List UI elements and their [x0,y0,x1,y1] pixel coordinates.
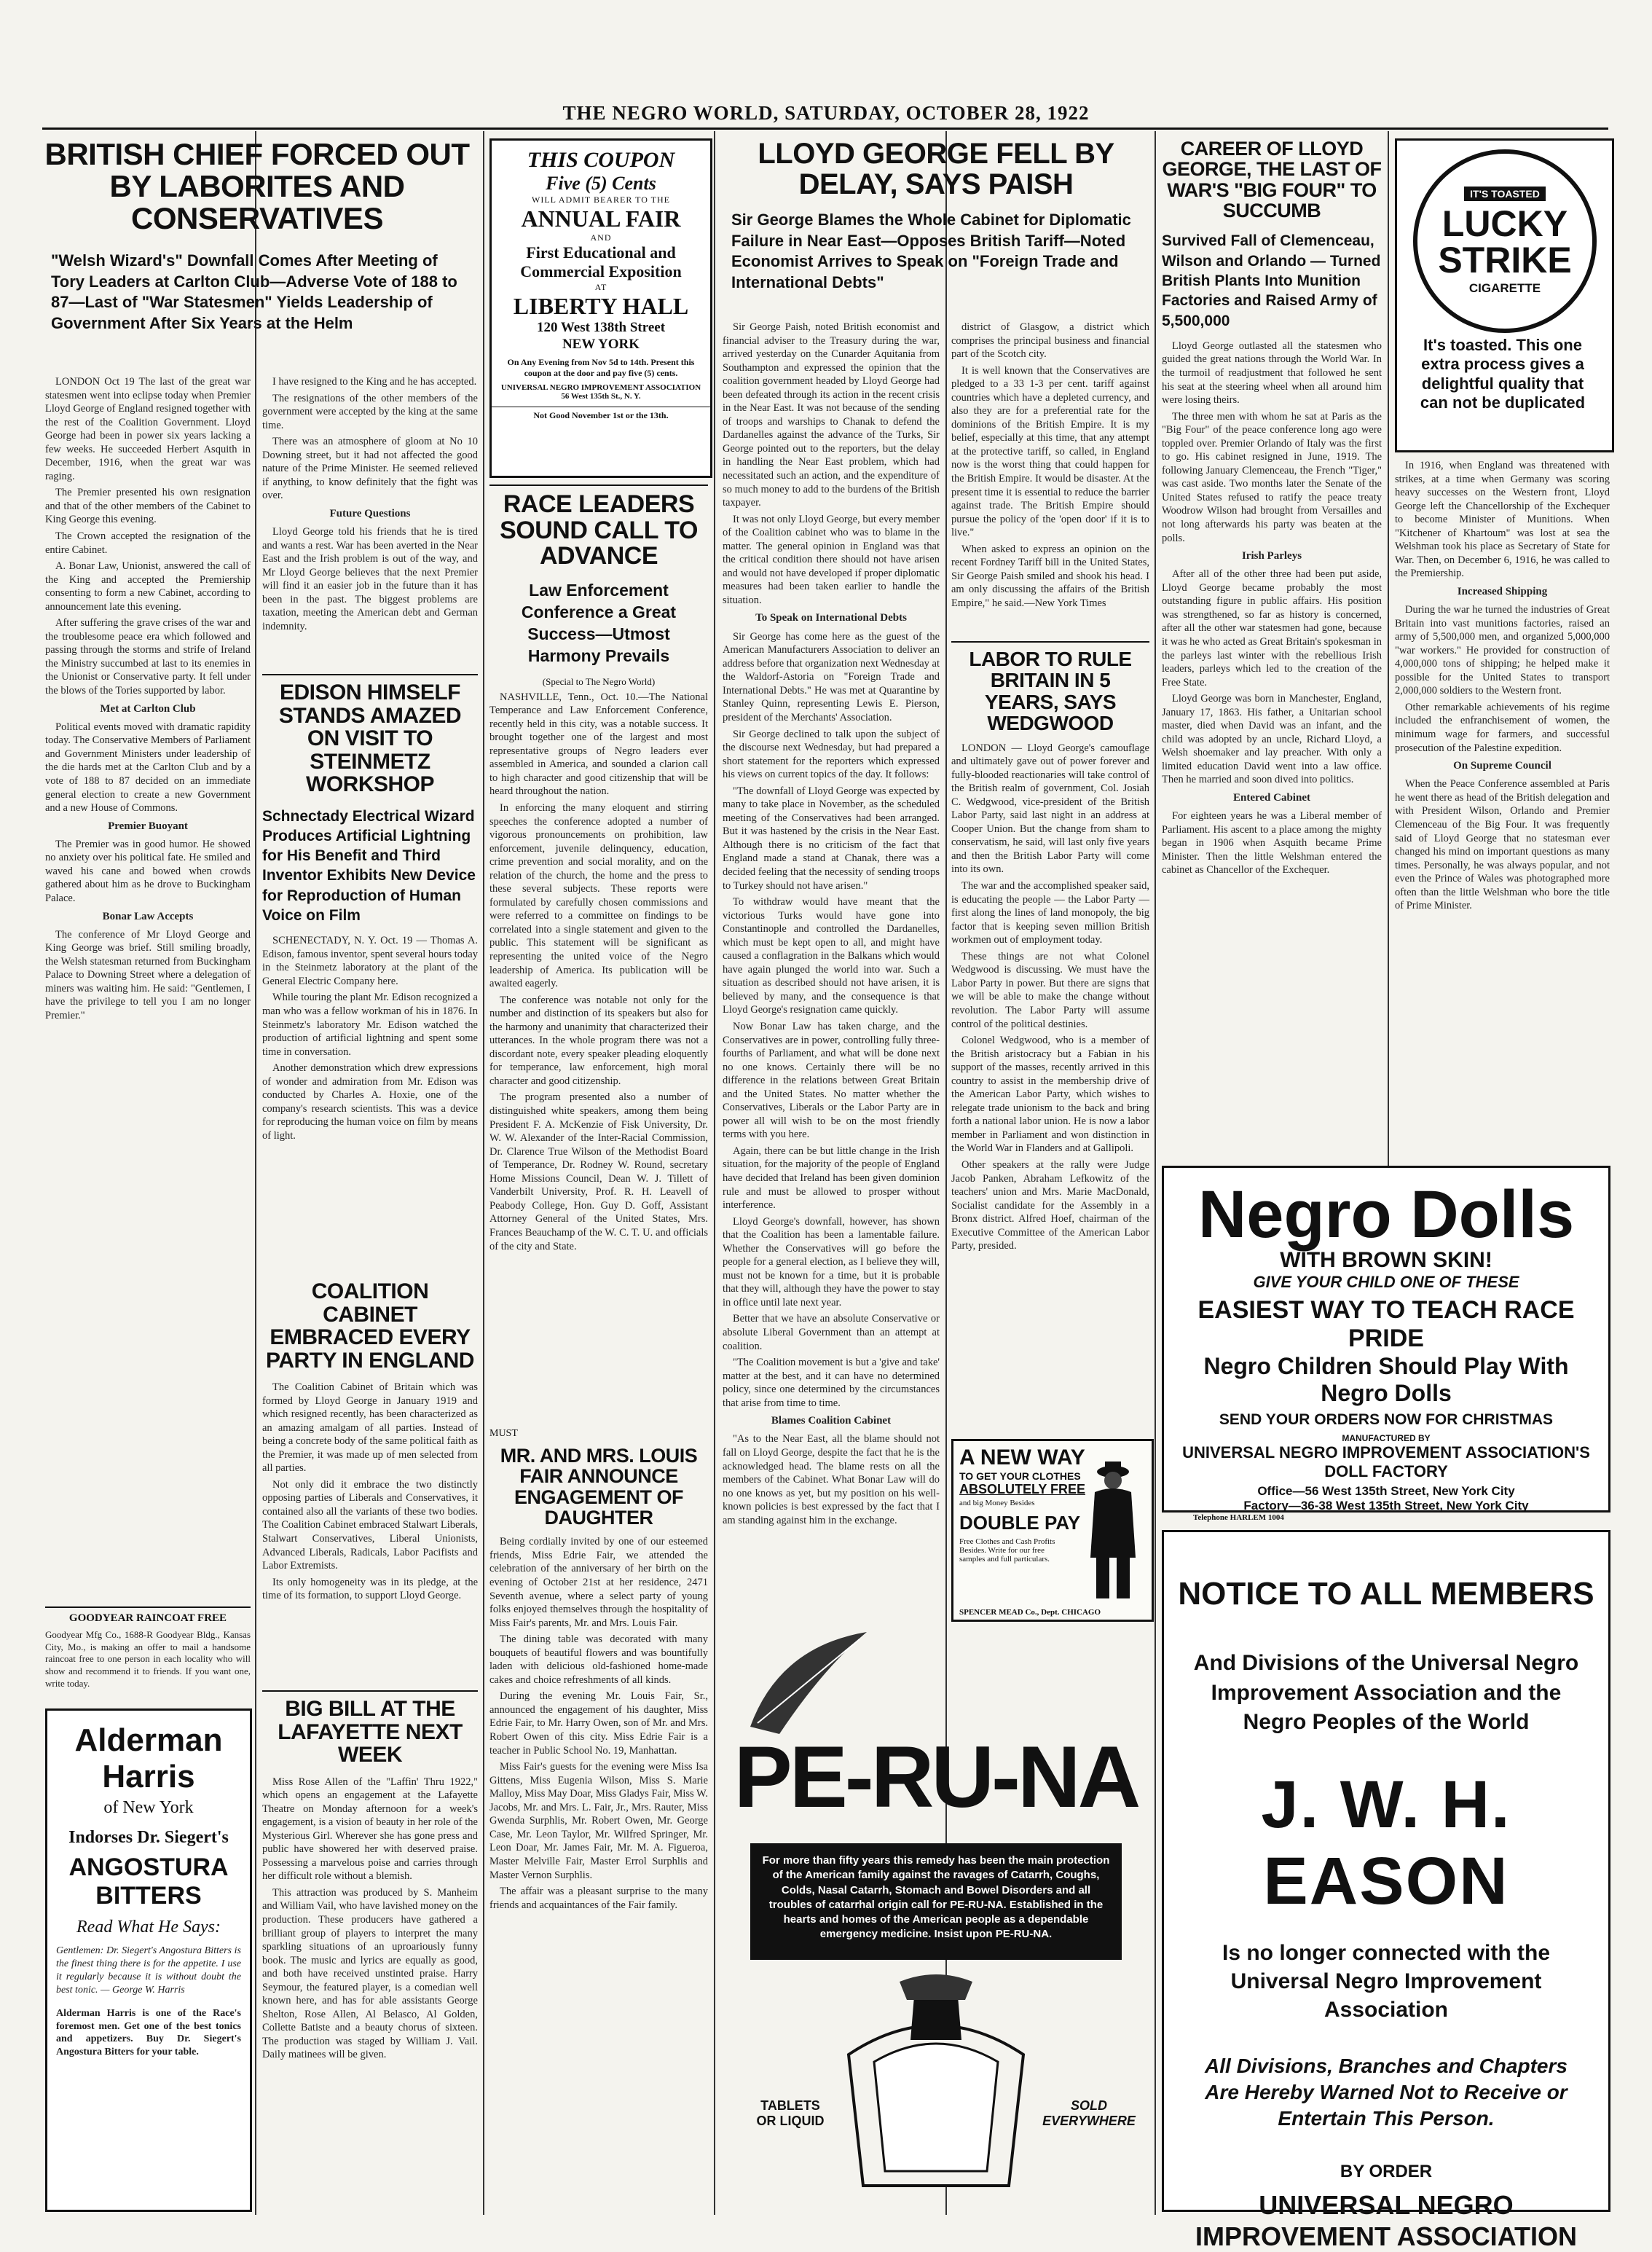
race-leaders-headline: RACE LEADERS SOUND CALL TO ADVANCE [500,490,698,570]
paragraph: The conference was notable not only for the number and distinction of its speakers but also for the harmony and unanimity that characterized their utterances. In the whole program there was not a discordant note, every speaker pleading eloquently for temperance, law enforcement, high moral character and good citizenship. [489,994,708,1087]
paragraph: For eighteen years he was a Liberal member of Parliament. His ascent to a place among the mighty began in 1906 when Asquith became Prime Minister. Then the little Welshman entered the cabinet as Chancellor of the Exchequer. [1162,810,1382,876]
column-rule [1388,131,1389,1173]
paragraph: While touring the plant Mr. Edison recognized a man who was a fellow workman of his in 1876. In Steinmetz's laboratory Mr. Edison watched the production of artificial lightning and spent some time in conversation. [262,992,478,1058]
coalition-headline: COALITION CABINET EMBRACED EVERY PARTY IN ENGLAND [266,1279,474,1373]
column-rule [255,131,256,2215]
notice-by-order: BY ORDER [1340,2161,1433,2181]
paragraph: Not only did it embrace the two distinctly opposing parties of Liberals and Conservatives, it contained also all the variants of these two bodies. The Coalition Cabinet embraced Stalwart Liberals, Stalwart Conservatives, Liberal Unionists, Advanced Liberals, Radicals, Labor Pacifists and Labor Extremists. [262,1478,478,1572]
career-article [1162,138,1382,1155]
paragraph: When the Peace Conference assembled at Paris he went there as head of the British delegation and with President Wilson, Orlando and Premier Clemenceau of the Big Four. It was frequently said of Lloyd George that no statesman ever changed his mind on important questions as many times. Personally, he was always popular, and not even the Prince of Wales was photographed more often than the little Welshman who bore the title of Prime Minister. [1395,778,1610,912]
dolls-race-pride: EASIEST WAY TO TEACH RACE PRIDE [1197,1296,1575,1352]
new-way-title: A NEW WAY [959,1445,1085,1470]
paragraph: It is well known that the Conservatives are pledged to a 33 1-3 per cent. tariff against countries which have a depleted currency, and also they are for a preferential rate for the dominions of the British Empire. It is my belief, especially at this time, that any attempt at the protective tariff, so called, in England now is the worst thing that could happen for the British Empire. It would be disaster. At the present time it is essential to reduce the barrier against trade. The British Empire should pursue the policy of the 'open door' if it is to live." [951,364,1149,539]
paragraph: The war and the accomplished speaker said, is educating the people — the Labor Party — first along the lines of land monopoly, the big factor that is keeping seven million British workmen out of employment today. [951,880,1149,946]
subhead: To Speak on International Debts [755,612,907,624]
paragraph: LONDON Oct 19 The last of the great war statesmen went into eclipse today when Premier Lloyd George of England resigned together with the rest of the Coalition Government. Lloyd George had been in power six years lacking a few weeks. He succeeded Herbert Asquith in December, 1916, when the great war was raging. [45,376,251,482]
of-new-york: of New York [103,1798,194,1817]
notice-no-longer: Is no longer connected with the Universal Negro Improvement Association [1222,1940,1551,2022]
big-bill-article [262,1690,478,2218]
paragraph: NASHVILLE, Tenn., Oct. 10.—The National Temperance and Law Enforcement Conference, recently held in this city, was a notable success. It brought together one of the largest and most representative groups of Negro leaders ever assembled in America, and sounded a clarion call to high character and good citizenship that will be heard throughout the nation. [489,691,708,798]
career-headline: CAREER OF LLOYD GEORGE, THE LAST OF WAR'S "BIG FOUR" TO SUCCUMB [1162,138,1382,222]
paish-body [723,321,940,1778]
coupon-fair: ANNUAL FAIR [521,205,681,232]
peruna-text-box [750,1843,1122,1960]
notice-warned: All Divisions, Branches and Chapters Are Hereby Warned Not to Receive or Entertain This Person. [1205,2054,1568,2130]
dolls-factory-name: UNIVERSAL NEGRO IMPROVEMENT ASSOCIATION'S DOLL FACTORY [1182,1443,1590,1480]
peruna-text: For more than fifty years this remedy has been the main protection of the American family against the ravages of Catarrh, Coughs, Colds, Nasal Catarrh, Stomach and Bowel Disorders and all troubles of catarrhal origin call for PE-RU-NA. Established in the hearts and homes of the American people as a dependable emergency medicine. Insist upon PE-RU-NA. [762,1854,1110,1941]
notice-association: UNIVERSAL NEGRO IMPROVEMENT ASSOCIATION [1195,2189,1578,2251]
raincoat-text: Goodyear Mfg Co., 1688-R Goodyear Bldg., Kansas City, Mo., is making an offer to mail a handsome raincoat free to one person in each locality who will show and recommend it to friends. If you want one, write today. [45,1629,251,1689]
column-2-top [262,375,478,670]
lucky-strike-ad [1395,138,1614,452]
career-continued [1395,459,1610,1158]
column-rule [483,131,484,2215]
coupon-title: THIS COUPON [527,148,675,172]
coupon-hall: LIBERTY HALL [513,292,689,319]
coupon-dates: On Any Evening from Nov 5d to 14th. Present this coupon at the door and pay five (5) cents. [507,357,695,379]
race-must: MUST [489,1428,518,1439]
paragraph: Political events moved with dramatic rapidity today. The Conservative Members of Parliament and Government Ministers under leadership of the die hards met at the Carlton Club and by a vote of 188 to 87 decided on an immediate general election to create a new Government and a new House of Commons. [45,721,251,815]
paragraph: SCHENECTADY, N. Y. Oct. 19 — Thomas A. Edison, famous inventor, spent several hours today in the Steinmetz laboratory at the plant of the General Electric Company here. [262,935,478,987]
paragraph: The program presented also a number of distinguished white speakers, among them being President F. A. McKenzie of Fisk University, Dr. W. W. Alexander of the Inter-Racial Commission, Dr. Clarence True Wilson of the Methodist Board of Temperance, Dr. Rodney W. Round, secretary Home Missions Council, Dean W. J. Tillett of Vanderbilt University, Prof. R. H. Leavell of Peabody College, Hon. Guy D. Goff, Assistant Attorney General of the United States, Mrs. Frances Beauchamp of the W. C. T. U. and officials of the city and State. [489,1091,708,1252]
paragraph: Lloyd George was born in Manchester, England, January 17, 1863. His father, a Unitarian school master, died when David was an infant, and the child was adopted by an uncle, Richard Lloyd, a Welsh shoemaker and lay preacher. With only a limited education David went into a law office. Then he married and soon dived into politics. [1162,693,1382,786]
new-way-double-pay: DOUBLE PAY [959,1512,1081,1534]
paish-continued [951,321,1149,634]
subhead: Future Questions [329,507,411,519]
british-chief-deck-box [51,240,473,350]
paragraph: The dining table was decorated with many bouquets of beautiful flowers and was bountifully laden with delicious old-fashioned home-made cakes and choice refreshments of all kinds. [489,1633,708,1686]
paragraph: Being cordially invited by one of our esteemed friends, Miss Edrie Fair, we attended the celebration of the anniversary of her birth on the evening of October 21st at her residence, 2471 Seventh avenue, where a select party of young folks enjoyed themselves through the hospitality of Miss Fair's parents, Mr. and Mrs. Louis Fair. [489,1536,708,1629]
paragraph: Colonel Wedgwood, who is a member of the British aristocracy but a Fabian in his support of the masses, recently arrived in this country to assist in the membership drive of the American Labor Party, which wishes to relegate trade unionism to the back and bring forth a national labor union. He is now a labor member in Parliament and won distinction in the World War in Flanders and at Gallipoli. [951,1035,1149,1155]
paish-deck: Sir George Blames the Whole Cabinet for Diplomatic Failure in Near East—Opposes British Tariff—Noted Economist Arrives to Speak on "Foreign Trade and International Debts" [731,211,1131,291]
masthead: THE NEGRO WORLD, SATURDAY, OCTOBER 28, 1922 [562,102,1090,124]
paragraph: Lloyd George told his friends that he is tired and wants a rest. War has been averted in the Near East and the Irish problem is out of the way, and Mr Lloyd George believes that the next Premier will find it an easier job in the future than it has been in the past. The biggest problems are taxation, meeting the American debt and German indemnity. [262,526,478,632]
notice-name: J. W. H. EASON [1261,1767,1511,1918]
bottle-illustration [834,1967,1038,2186]
paragraph: Sir George has come here as the guest of the American Manufacturers Association to deliver an address before that organization next Wednesday at the Waldorf-Astoria on "Foreign Trade and International Debts." He was met at Quarantine by Stanley Quinn, representing Lewis E. Pierson, president of the Merchants' Association. [723,630,940,723]
paragraph: LONDON — Lloyd George's camouflage and ultimately gave out of power forever and fully-blooded reactionaries will take control of the British realm of government, Col. Josiah C. Wedgwood, vice-president of the British Labor Party, said last night in an address at Cooper Union. But the change from sham to conservatism, he said, will last only five years and then the British Labor Party will come into its own. [951,742,1149,876]
column-rule [714,131,715,2215]
coupon-and: AND [590,232,612,243]
race-leaders-article [489,484,708,1428]
paragraph: The Coalition Cabinet of Britain which was formed by Lloyd George in January 1919 and which resigned recently, has been characterized as an amazing amalgam of all parties. Instead of being a concrete body of the same political faith as the Premier, it was made up of men selected from all parties. [262,1381,478,1475]
paragraph: Lloyd George's downfall, however, has shown that the Coalition has been a lamentable failure. Whether the Conservatives will go before the people for a general election, as I believe they will, must not be known for a time, but it is probable that they will, although they have the power to stay in office until late next year. [723,1215,940,1309]
paragraph: This attraction was produced by S. Manheim and William Vail, who have lavished money on the production. These producers have gathered a brilliant group of players to interpret the many sparkling situations of an uproariously funny book. The music and lyrics are equally as good, and both have received unstinted praise. Harry Seymour, the featured player, is a comedian well known here, and has for able assistants George Shelton, Rose Allen, Al Belasco, Al Golden, Collette Batiste and a beauty chorus of sixteen. The production was staged by William J. Vail. Daily matinees will be given. [262,1886,478,2061]
paragraph: In enforcing the many eloquent and stirring speeches the conference adopted a number of vigorous pronouncements on prohibition, law enforcement, juvenile delinquency, education, crime prevention and social morality, and on the relation of the church, the home and the press to these several subjects. These reports were formulated by carefully chosen commissions and were referred to a committee on findings to be correlated into a single statement and given to the public. This statement will be significant as representing the united voice of the Negro leadership of America. Its publication will be awaited eagerly. [489,802,708,990]
lucky-strike-logo [1413,149,1597,333]
new-way-ad [951,1439,1154,1622]
subhead: On Supreme Council [1453,760,1551,772]
new-way-text: Free Clothes and Cash Profits Besides. Write for our free samples and full particulars. [959,1537,1055,1564]
coalition-article [262,1271,478,1679]
coupon-box [489,138,712,478]
lucky-tagline: It's toasted. This one extra process gives a delightful quality that can not be duplicated [1420,336,1586,412]
paragraph: Now Bonar Law has taken charge, and the Conservatives are in power, controlling fully three-fourths of Parliament, and what will be done next no one knows. Certainly there will be no difference in the relations between Great Britain and the United States. No matter whether the Conservatives, Liberals or the Labor Party are in power all will wish to be on the most friendly terms with you here. [723,1020,940,1141]
dolls-should-play: Negro Children Should Play With Negro Dolls [1203,1353,1569,1406]
coupon-price: Five (5) Cents [546,173,656,194]
paragraph: Sir George Paish, noted British economist and financial adviser to the Treasury during the war, arrived yesterday on the Cunarder Aquitania from Southampton and expressed the opinion that the coalition government headed by Lloyd George had been defeated through its action in the recent crisis in the Near East. It was not because of the sending of troops and warships to Chanak to defend the Dardanelles against the advance of the Turks, Sir George pointed out to the reporters, but the delay in handling the Near East problem, which had necessitated such an action, and the expenditure of so much money to add to the burdens of the British taxpayer. [723,321,940,509]
paragraph: Lloyd George outlasted all the statesmen who guided the great nations through the World War. In the turmoil of readjustment that followed he sent his seat at the steering wheel when all around him were losing theirs. [1162,340,1382,407]
louis-fair-article [489,1428,708,2211]
paragraph: To withdraw would have meant that the victorious Turks would have gone into Constantinople and controlled the Dardanelles, which must be kept open to all, and might have caused a conflagration in the Balkans which would have again plunged the world into war. Such a situation as described should not have arisen, it is believed by many, and the consequence is that Lloyd George's resignation came quickly. [723,896,940,1016]
paragraph: These things are not what Colonel Wedgwood is discussing. We must have the Labor Party in power. But there are signs that we will be able to make the change without revolution. The Labor Party will assume control of the political destinies. [951,950,1149,1030]
angostura-ad [45,1708,252,2212]
big-bill-headline: BIG BILL AT THE LAFAYETTE NEXT WEEK [278,1697,463,1767]
strike-word: STRIKE [1438,240,1572,280]
peruna-right-label: SOLD EVERYWHERE [1042,2098,1136,2128]
peruna-title: PE-RU-NA [733,1728,1138,1826]
dolls-title: Negro Dolls [1197,1177,1575,1252]
paragraph: "The downfall of Lloyd George was expected by many to take place in November, as the scheduled meeting of the Conservatives had been arranged. But it was hastened by the crisis in the Near East. Although there is no criticism of the fact that England made a stand at Chanak, there was a decided feeling that the necessity of sending troops to Turkey should not have arisen." [723,785,940,892]
new-way-company: SPENCER MEAD Co., Dept. CHICAGO [959,1608,1101,1617]
edison-headline: EDISON HIMSELF STANDS AMAZED ON VISIT TO STEINMETZ WORKSHOP [278,680,462,796]
paragraph: In 1916, when England was threatened with strikes, at a time when Germany was scoring heavy successes on the Western front, Lloyd George left the Chancellorship of the Exchequer to become Minister of Munitions. When "Kitchener of Khartoum" was lost at sea the Welshman took his place as Secretary of State for War. Then, on December 6, 1916, he was called to the Premiership. [1395,460,1610,580]
headline-british-chief: BRITISH CHIEF FORCED OUT BY LABORITES AND CONSERVATIVES [44,137,470,236]
coupon-unia: UNIVERSAL NEGRO IMPROVEMENT ASSOCIATION 56 West 135th St., N. Y. [500,383,701,401]
new-way-sub: TO GET YOUR CLOTHES [959,1470,1081,1482]
alderman-quote: Gentlemen: Dr. Siegert's Angostura Bitters is the finest thing there is for the appetite. I use it regularly because it is without doubt the best tonic. — George W. Harris [56,1945,241,1996]
subhead: Met at Carlton Club [100,702,196,715]
subhead: Premier Buoyant [108,820,188,832]
alderman-note: Alderman Harris is one of the Race's foremost men. Get one of the best tonics and appetizers. Buy Dr. Siegert's Angostura Bitters for your table. [56,2007,241,2058]
british-chief-body [45,375,251,1570]
notice-divisions: And Divisions of the Universal Negro Improvement Association and the Negro Peoples of the World [1193,1651,1579,1734]
dolls-office: Office—56 West 135th Street, New York City [1257,1484,1515,1498]
paragraph: "As to the Near East, all the blame should not fall on Lloyd George, despite the fact that he is the acknowledged head. The blame rests on all the members of the Cabinet. What Bonar Law will do no one knows as yet, but my position on his well-known policies is best expressed by the fact that I am standing against him in the exchange. [723,1433,940,1526]
angostura-line: ANGOSTURA [68,1853,229,1881]
paragraph: Another demonstration which drew expressions of wonder and admiration from Mr. Edison was conducted by Charles A. Hoxie, one of the company's research scientists. This was a device for reproducing the human voice on film by means of light. [262,1062,478,1142]
paragraph: The resignations of the other members of the government were accepted by the king at the same time. [262,392,478,431]
raincoat-title: GOODYEAR RAINCOAT FREE [68,1612,227,1624]
british-chief-deck: "Welsh Wizard's" Downfall Comes After Meeting of Tory Leaders at Carlton Club—Adverse Vote of 188 to 87—Last of "War Statesmen" Yields Leadership of Government After Six Years at the Helm [51,251,457,332]
feather-illustration [736,1625,881,1741]
dolls-factory: Factory—36-38 West 135th Street, New York City [1243,1499,1529,1513]
paragraph: The conference of Mr Lloyd George and King George was brief. Still smiling broadly, the Welsh statesman returned from Buckingham Palace to Downing Street where a delegation of miners was waiting him. He said: "Gentlemen, I have the privilege to tell you I am no longer Premier." [45,928,251,1021]
paragraph: Its only homogeneity was in its pledge, at the time of its formation, to support Lloyd George. [262,1576,478,1602]
paragraph: After all of the other three had been put aside, Lloyd George became probably the most outstanding figure in public affairs. His position was strengthened, so far as history is concerned, after all the other war statesmen had gone, because it was he who acted as Great Britain's spokesman in the parleys last winter with the rebellious Irish leaders, parleys which led to the creation of the Free State. [1162,568,1382,688]
paragraph: There was an atmosphere of gloom at No 10 Downing street, but it had not affected the good nature of the Prime Minister. He seemed relieved if anything, to know definitely that the fight was over. [262,436,478,502]
coupon-admit: WILL ADMIT BEARER TO THE [532,195,670,205]
paragraph: "The Coalition movement is but a 'give and take' matter at the best, and it can have no determined policy, since one determined by the circumstances that arise from time to time. [723,1357,940,1409]
new-way-money: and big Money Besides [959,1499,1035,1507]
peruna-left-label: TABLETS OR LIQUID [756,2098,825,2128]
paragraph: district of Glasgow, a district which comprises the principal business and financial part of the Scotch city. [951,321,1149,361]
paragraph: The Premier presented his own resignation and that of the other members of the Cabinet to King George this evening. [45,487,251,526]
paragraph: Sir George declined to talk upon the subject of the discourse next Wednesday, but had prepared a short statement for the reporters which expressed his views on current topics of the day. It follows: [723,728,940,781]
subhead: Blames Coalition Cabinet [771,1415,892,1427]
paish-headline: LLOYD GEORGE FELL BY DELAY, SAYS PAISH [758,138,1114,200]
cigarette-word: CIGARETTE [1468,281,1541,295]
subhead: Irish Parleys [1241,550,1302,562]
paragraph: Other speakers at the rally were Judge Jacob Panken, Abraham Lefkowitz of the teachers' union and Mrs. Marie MacDonald, Socialist candidate for the Assembly in a Bronx district. Alfred Hoef, chairman of the Executive Committee of the American Labor Party, presided. [951,1158,1149,1252]
career-deck: Survived Fall of Clemenceau, Wilson and Orlando — Turned British Plants Into Munition Factories and Raised Army of 5,500,000 [1162,232,1381,329]
column-rule [1155,131,1156,2215]
paragraph: Better that we have an absolute Conservative or absolute Liberal Government than an attempt at coalition. [723,1313,940,1352]
notice-title: NOTICE TO ALL MEMBERS [1178,1576,1594,1612]
its-toasted-label: IT'S TOASTED [1464,187,1546,201]
paragraph: The Crown accepted the resignation of the entire Cabinet. [45,530,251,556]
coupon-note: Not Good November 1st or the 13th. [492,407,710,421]
labor-article [951,641,1149,1443]
read-what-he-says: Read What He Says: [76,1918,221,1937]
paragraph: During the war he turned the industries of Great Britain into vast munitions factories, raised an army of 5,500,000 men, and organized 5,000,000 "war workers." He provided for construction of 4,000,000 tons of shipping; he helped make it possible for the United States to transport 2,000,000 soldiers to the Western front. [1395,604,1610,697]
masthead-rule [42,127,1608,130]
coupon-expo: First Educational and Commercial Exposition [520,243,682,281]
paragraph: The affair was a pleasant surprise to the many friends and acquaintances of the Fair family. [489,1886,708,1911]
paragraph: The three men with whom he sat at Paris as the "Big Four" of the peace conference long ago were toppled over. Premier Orlando of Italy was the first to go. His cabinet resigned in June, 1919. The following January Clemenceau, the French "Tiger," was cast aside. Two months later the Senate of the United States refused to ratify the peace treaty Woodrow Wilson had brought from Versailles and not long afterwards his party was beaten at the polls. [1162,410,1382,544]
notice-ad [1162,1530,1610,2251]
dolls-telephone: Telephone HARLEM 1004 [1193,1513,1284,1522]
paragraph: A. Bonar Law, Unionist, answered the call of the King and accepted the Premiership consenting to form a new Cabinet, according to announcement late this evening. [45,560,251,613]
race-leaders-deck: Law Enforcement Conference a Great Success—Utmost Harmony Prevails [521,581,677,665]
labor-headline: LABOR TO RULE BRITAIN IN 5 YEARS, SAYS WEDGWOOD [969,648,1132,735]
paragraph: Other remarkable achievements of his regime included the enfranchisement of women, the minimum wage for farmers, and successful prosecution of the Palestine expedition. [1395,701,1610,754]
alderman-line: Alderman [74,1722,223,1758]
indorses-line: Indorses Dr. Siegert's [68,1828,229,1847]
negro-dolls-ad [1162,1166,1610,1522]
raincoat-ad [45,1606,251,1695]
peruna-ad [721,1625,1151,2208]
dolls-give-your-child: GIVE YOUR CHILD ONE OF THESE [1253,1273,1519,1291]
subhead: Entered Cabinet [1233,792,1310,804]
paragraph: Miss Rose Allen of the "Laffin' Thru 1922," which opens an engagement at the Lafayette Theatre on Monday afternoon for a week's engagement, is a vision of beauty in her role of the Mysterious Girl. Wherever she has gone press and public have showered her with deserved praise. Possessing a marvelous poise and carries through her difficult role without a blemish. [262,1776,478,1883]
paragraph: When asked to express an opinion on the recent Fordney Tariff bill in the United States, Sir George Paish smiled and shook his head. I am only discussing the affairs of the British Empire," he said.—New York Times [951,543,1149,609]
paragraph: Again, there can be but little change in the Irish situation, for the majority of the people of England have decided that Ireland has been given dominion rule and must be allowed to prosper without interference. [723,1145,940,1212]
man-in-suit-illustration [1080,1456,1146,1601]
subhead: Bonar Law Accepts [102,910,194,922]
edison-deck: Schnectady Electrical Wizard Produces Artificial Lightning for His Benefit and Third Inventor Exhibits New Device for Reproduction of Human Voice on Film [262,807,476,924]
paragraph: Miss Fair's guests for the evening were Miss Isa Gittens, Miss Eugenia Wilson, Miss S. Marie Malloy, Miss May Doar, Miss Gladys Fair, Miss W. Jacobs, Mr. and Mrs. L. Fair, Jr., Mrs. Rauter, Miss Gwenda Surphlis, Mr. Robert Owen, Mr. George Case, Mr. Leon Taylor, Mr. Wilfred Springer, Mr. Leon Doar, Mr. James Fair, Mr. M. A. Figueroa, Master Melville Fair, Master Errol Surphlis and Master Vernon Surphlis. [489,1761,708,1881]
louis-fair-headline: MR. AND MRS. LOUIS FAIR ANNOUNCE ENGAGEMENT OF DAUGHTER [500,1445,698,1529]
dolls-manufactured: MANUFACTURED BY [1342,1433,1431,1443]
harris-line: Harris [102,1759,195,1794]
lucky-word: LUCKY [1441,203,1568,244]
dolls-send-orders: SEND YOUR ORDERS NOW FOR CHRISTMAS [1219,1411,1554,1428]
race-special: (Special to The Negro World) [542,675,656,687]
paragraph: It was not only Lloyd George, but every member of the Coalition cabinet who was to blame in the matter. The general opinion in England was that the critical condition there should not have arisen and would not have developed if proper diplomatic measures had been taken earlier to handle the situation. [723,513,940,606]
coupon-address: 120 West 138th Street [536,319,666,335]
paragraph: After suffering the grave crises of the war and the troublesome peace era which followed and passing through the storms and strife of Ireland the Ministry succumbed at last to its enemies in the Unionist or Conservative party. It fell under the blows of the Tories supported by labor. [45,617,251,697]
coupon-city: NEW YORK [562,336,640,352]
subhead: Increased Shipping [1457,585,1548,597]
dolls-brown-skin: WITH BROWN SKIN! [1280,1248,1492,1272]
paragraph: I have resigned to the King and he has accepted. [272,376,477,388]
new-way-free: ABSOLUTELY FREE [959,1482,1086,1496]
coupon-at: AT [594,281,607,292]
paragraph: The Premier was in good humor. He showed no anxiety over his political fate. He smiled and waved his cane and bowed when crowds gathered about him as he drove to Buckingham Palace. [45,838,251,904]
bitters-line: BITTERS [95,1882,202,1910]
paragraph: During the evening Mr. Louis Fair, Sr., announced the engagement of his daughter, Miss Edrie Fair, to Mr. Harry Owen, son of Mr. and Mrs. Robert Owen of this city. Miss Edrie Fair is a teacher in Public School No. 19, Manhattan. [489,1690,708,1757]
